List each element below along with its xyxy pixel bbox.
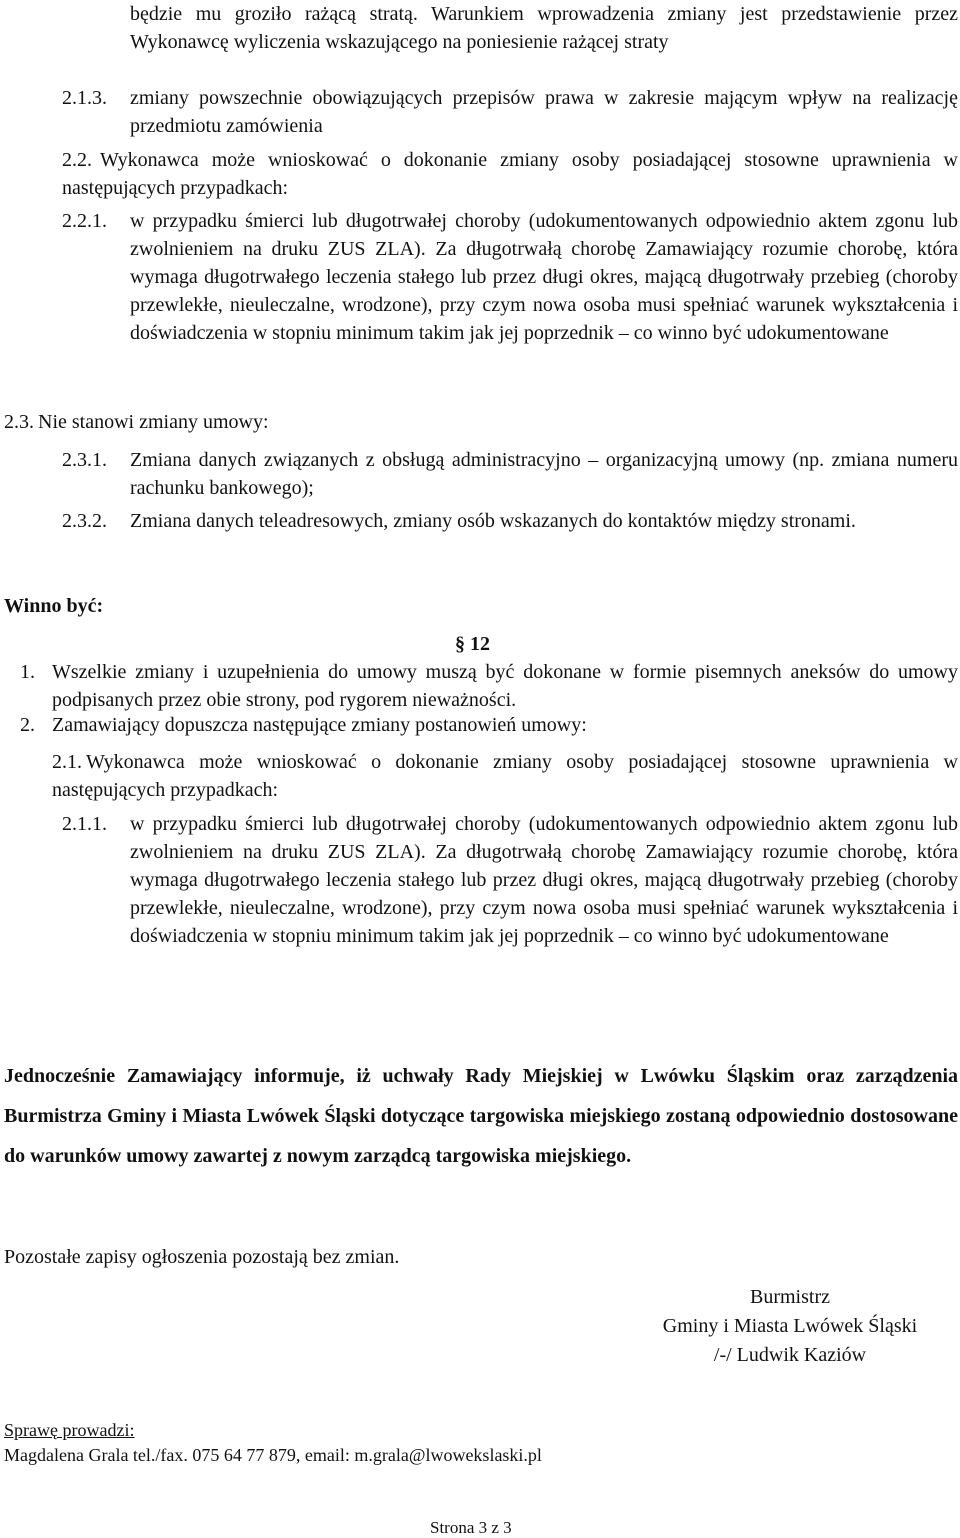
contact-details: Magdalena Grala tel./fax. 075 64 77 879, email: m.grala@lwowekslaski.pl	[4, 1445, 542, 1465]
contact-label: Sprawę prowadzi:	[4, 1420, 135, 1440]
heading-winno-byc: Winno być:	[4, 595, 104, 617]
item-text-2-3: Nie stanowi zmiany umowy:	[38, 411, 269, 433]
item-text-2-3-2: Zmiana danych teleadresowych, zmiany osób wskazanych do kontaktów między stronami.	[130, 510, 856, 532]
item-number-1: 1.	[20, 661, 35, 683]
remaining-provisions-note: Pozostałe zapisy ogłoszenia pozostają bez zmian.	[4, 1246, 400, 1268]
item-text-2-2-1: w przypadku śmierci lub długotrwałej choroby (udokumentowanych odpowiednio aktem zgonu lub zwolnieniem na druku ZUS ZLA). Za długotrwałą chorobę Zamawiający rozumie chorobę, która wymaga długotrwałego leczenia stałego lub przez długi okres, mającą długotrwały przebieg (choroby przewlekłe, nieuleczalne, wrodzone), przy czym nowa osoba musi spełniać warunek wykształcenia i doświadczenia w stopniu minimum takim jak jej poprzednik – co winno być udokumentowane	[130, 210, 958, 344]
item-text-2-1-1: w przypadku śmierci lub długotrwałej choroby (udokumentowanych odpowiednio aktem zgonu lub zwolnieniem na druku ZUS ZLA). Za długotrwałą chorobę Zamawiający rozumie chorobę, która wymaga długotrwałego leczenia stałego lub przez długi okres, mającą długotrwały przebieg (choroby przewlekłe, nieuleczalne, wrodzone), przy czym nowa osoba musi spełniać warunek wykształcenia i doświadczenia w stopniu minimum takim jak jej poprzednik – co winno być udokumentowane	[130, 813, 958, 947]
item-number-2-3-1: 2.3.1.	[62, 449, 107, 471]
item-number-2-1-3: 2.1.3.	[62, 87, 107, 109]
item-number-2-3-2: 2.3.2.	[62, 510, 107, 532]
signature-office: Gminy i Miasta Lwówek Śląski	[662, 1315, 918, 1337]
page-number-footer: Strona 3 z 3	[430, 1518, 512, 1537]
item-text-2-1-3: zmiany powszechnie obowiązujących przepisów prawa w zakresie mającym wpływ na realizację przedmiotu zamówienia	[130, 87, 958, 137]
item-text-2: Zamawiający dopuszcza następujące zmiany postanowień umowy:	[52, 714, 587, 736]
item-text-2-3-1: Zmiana danych związanych z obsługą administracyjno – organizacyjną umowy (np. zmiana numeru rachunku bankowego);	[130, 449, 958, 499]
item-text-1: Wszelkie zmiany i uzupełnienia do umowy muszą być dokonane w formie pisemnych aneksów do umowy podpisanych przez obie strony, pod rygorem nieważności.	[52, 661, 958, 711]
item-number-2: 2.	[20, 714, 35, 736]
signature-title: Burmistrz	[750, 1286, 830, 1308]
item-number-2-1: 2.1.	[52, 751, 82, 773]
item-number-2-1-1: 2.1.1.	[62, 813, 107, 835]
item-text-2-2: Wykonawca może wnioskować o dokonanie zmiany osoby posiadającej stosowne uprawnienia w następujących przypadkach:	[62, 149, 958, 199]
item-number-2-2: 2.2.	[62, 149, 92, 171]
item-number-2-3: 2.3.	[4, 411, 34, 433]
closing-notice: Jednocześnie Zamawiający informuje, iż uchwały Rady Miejskiej w Lwówku Śląskim oraz zarządzenia Burmistrza Gminy i Miasta Lwówek Śląski dotyczące targowiska miejskiego zostaną odpowiednio dostosowane do warunków umowy zawartej z nowym zarządcą targowiska miejskiego.	[4, 1065, 958, 1167]
item-number-2-2-1: 2.2.1.	[62, 210, 107, 232]
section-mark-12: § 12	[455, 633, 490, 655]
signature-name: /-/ Ludwik Kaziów	[713, 1344, 867, 1366]
paragraph-2-1-2-continuation: będzie mu groziło rażącą stratą. Warunkiem wprowadzenia zmiany jest przedstawienie przez Wykonawcę wyliczenia wskazującego na poniesienie rażącej straty	[130, 3, 958, 53]
item-text-2-1: Wykonawca może wnioskować o dokonanie zmiany osoby posiadającej stosowne uprawnienia w następujących przypadkach:	[52, 751, 958, 801]
